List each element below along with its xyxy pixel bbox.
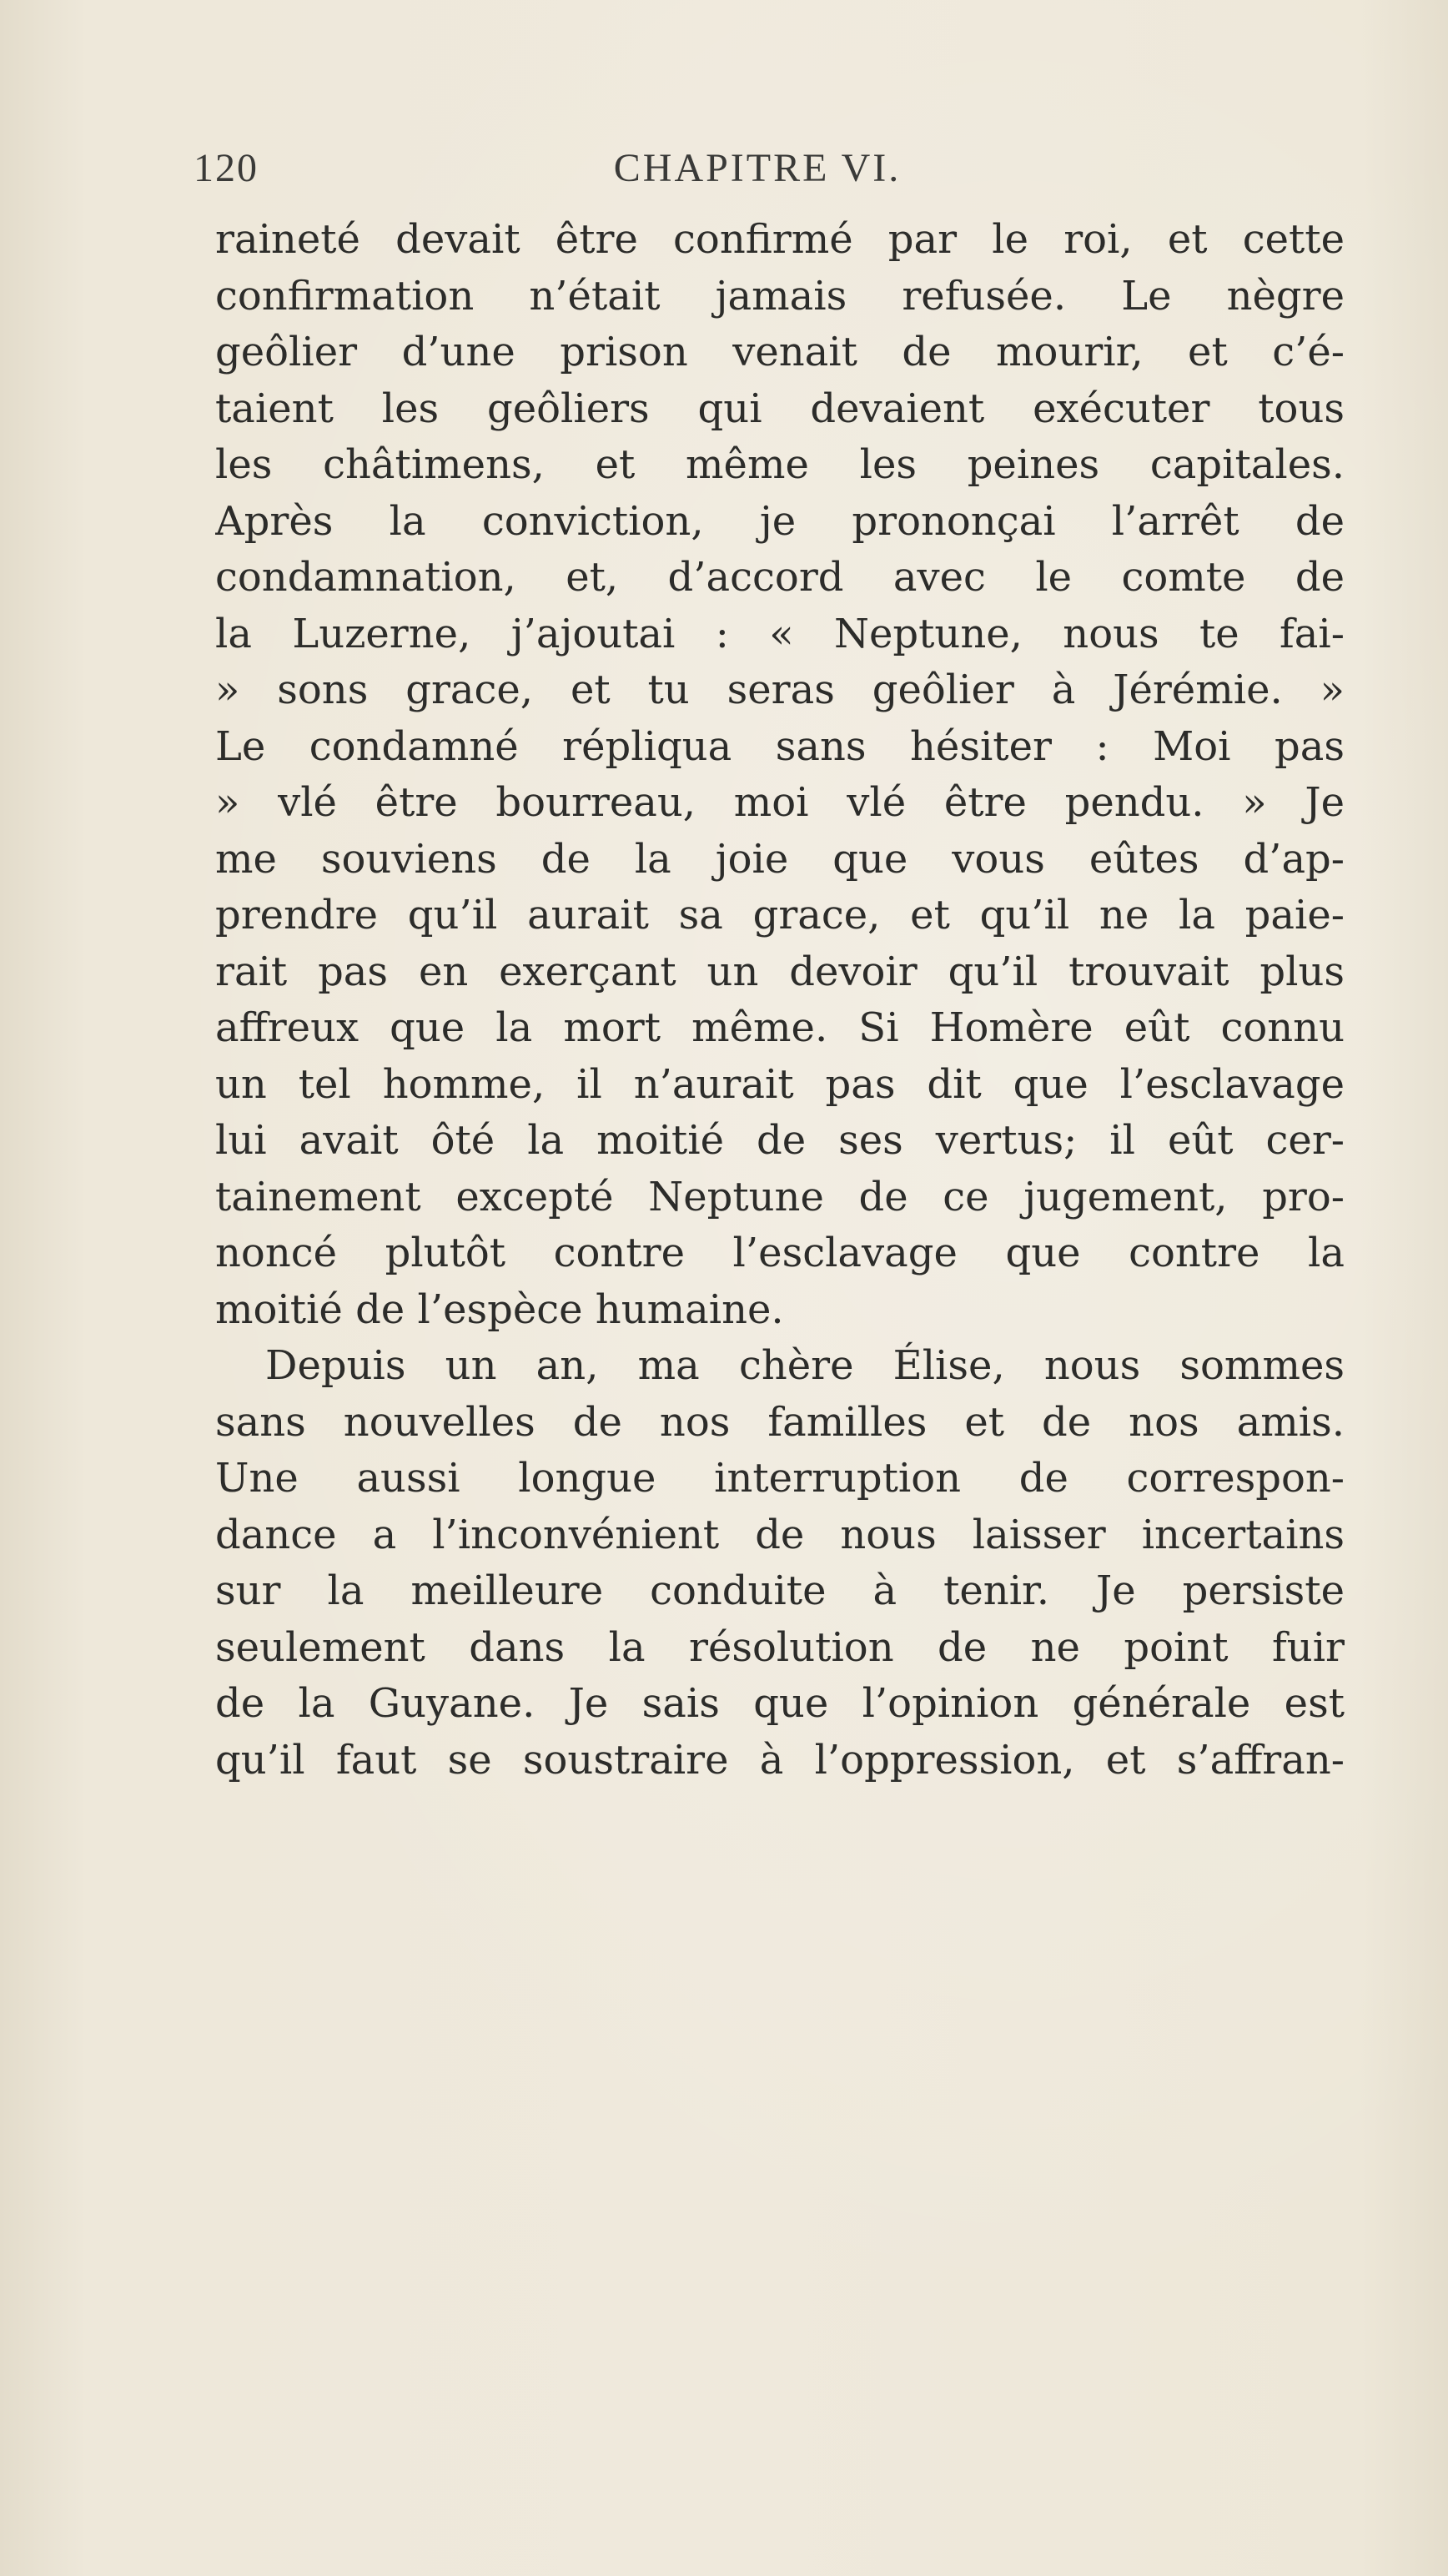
body-text: [215, 212, 1345, 1789]
text-line: Après la conviction, je prononçai l’arrêt de: [215, 497, 1345, 545]
text-line: sans nouvelles de nos familles et de nos amis.: [215, 1398, 1345, 1446]
paragraph-start-line: Depuis un an, ma chère Élise, nous sommes: [265, 1342, 1345, 1389]
text-line: seulement dans la résolution de ne point fuir: [215, 1623, 1345, 1671]
text-line: » vlé être bourreau, moi vlé être pendu. » Je: [215, 779, 1345, 826]
text-line: les châtimens, et même les peines capitales.: [215, 441, 1345, 488]
text-line: dance a l’inconvénient de nous laisser incertains: [215, 1511, 1345, 1558]
text-line: Le condamné répliqua sans hésiter : Moi pas: [215, 722, 1345, 770]
text-line: qu’il faut se soustraire à l’oppression, et s’affran-: [215, 1736, 1345, 1784]
chapter-title: CHAPITRE VI.: [613, 146, 902, 190]
text-line: taient les geôliers qui devaient exécuter tous: [215, 385, 1345, 432]
text-line: sur la meilleure conduite à tenir. Je persiste: [215, 1567, 1345, 1614]
text-line: affreux que la mort même. Si Homère eût connu: [215, 1004, 1345, 1051]
text-line: confirmation n’était jamais refusée. Le nègre: [215, 272, 1345, 319]
text-line: raineté devait être confirmé par le roi, et cette: [215, 216, 1345, 263]
text-line: » sons grace, et tu seras geôlier à Jérémie. »: [215, 667, 1345, 713]
paragraph-end-line: moitié de l’espèce humaine.: [215, 1285, 784, 1333]
text-line: tainement excepté Neptune de ce jugement, pro-: [215, 1173, 1345, 1220]
running-head: [194, 138, 1316, 197]
text-line: prendre qu’il aurait sa grace, et qu’il ne la paie-: [215, 892, 1345, 938]
page-number: 120: [194, 146, 259, 190]
text-line: noncé plutôt contre l’esclavage que contre la: [215, 1230, 1345, 1276]
text-line: me souviens de la joie que vous eûtes d’ap-: [215, 835, 1345, 883]
text-line: Une aussi longue interruption de correspon-: [215, 1455, 1345, 1502]
text-line: un tel homme, il n’aurait pas dit que l’esclavage: [215, 1060, 1345, 1108]
text-line: la Luzerne, j’ajoutai : « Neptune, nous te fai-: [215, 610, 1345, 657]
text-line: lui avait ôté la moitié de ses vertus; il eût cer-: [215, 1117, 1345, 1164]
text-line: de la Guyane. Je sais que l’opinion générale est: [215, 1680, 1345, 1727]
text-line: geôlier d’une prison venait de mourir, et c’é-: [215, 329, 1345, 375]
text-line: rait pas en exerçant un devoir qu’il trouvait plus: [215, 948, 1345, 995]
text-line: condamnation, et, d’accord avec le comte de: [215, 554, 1345, 601]
